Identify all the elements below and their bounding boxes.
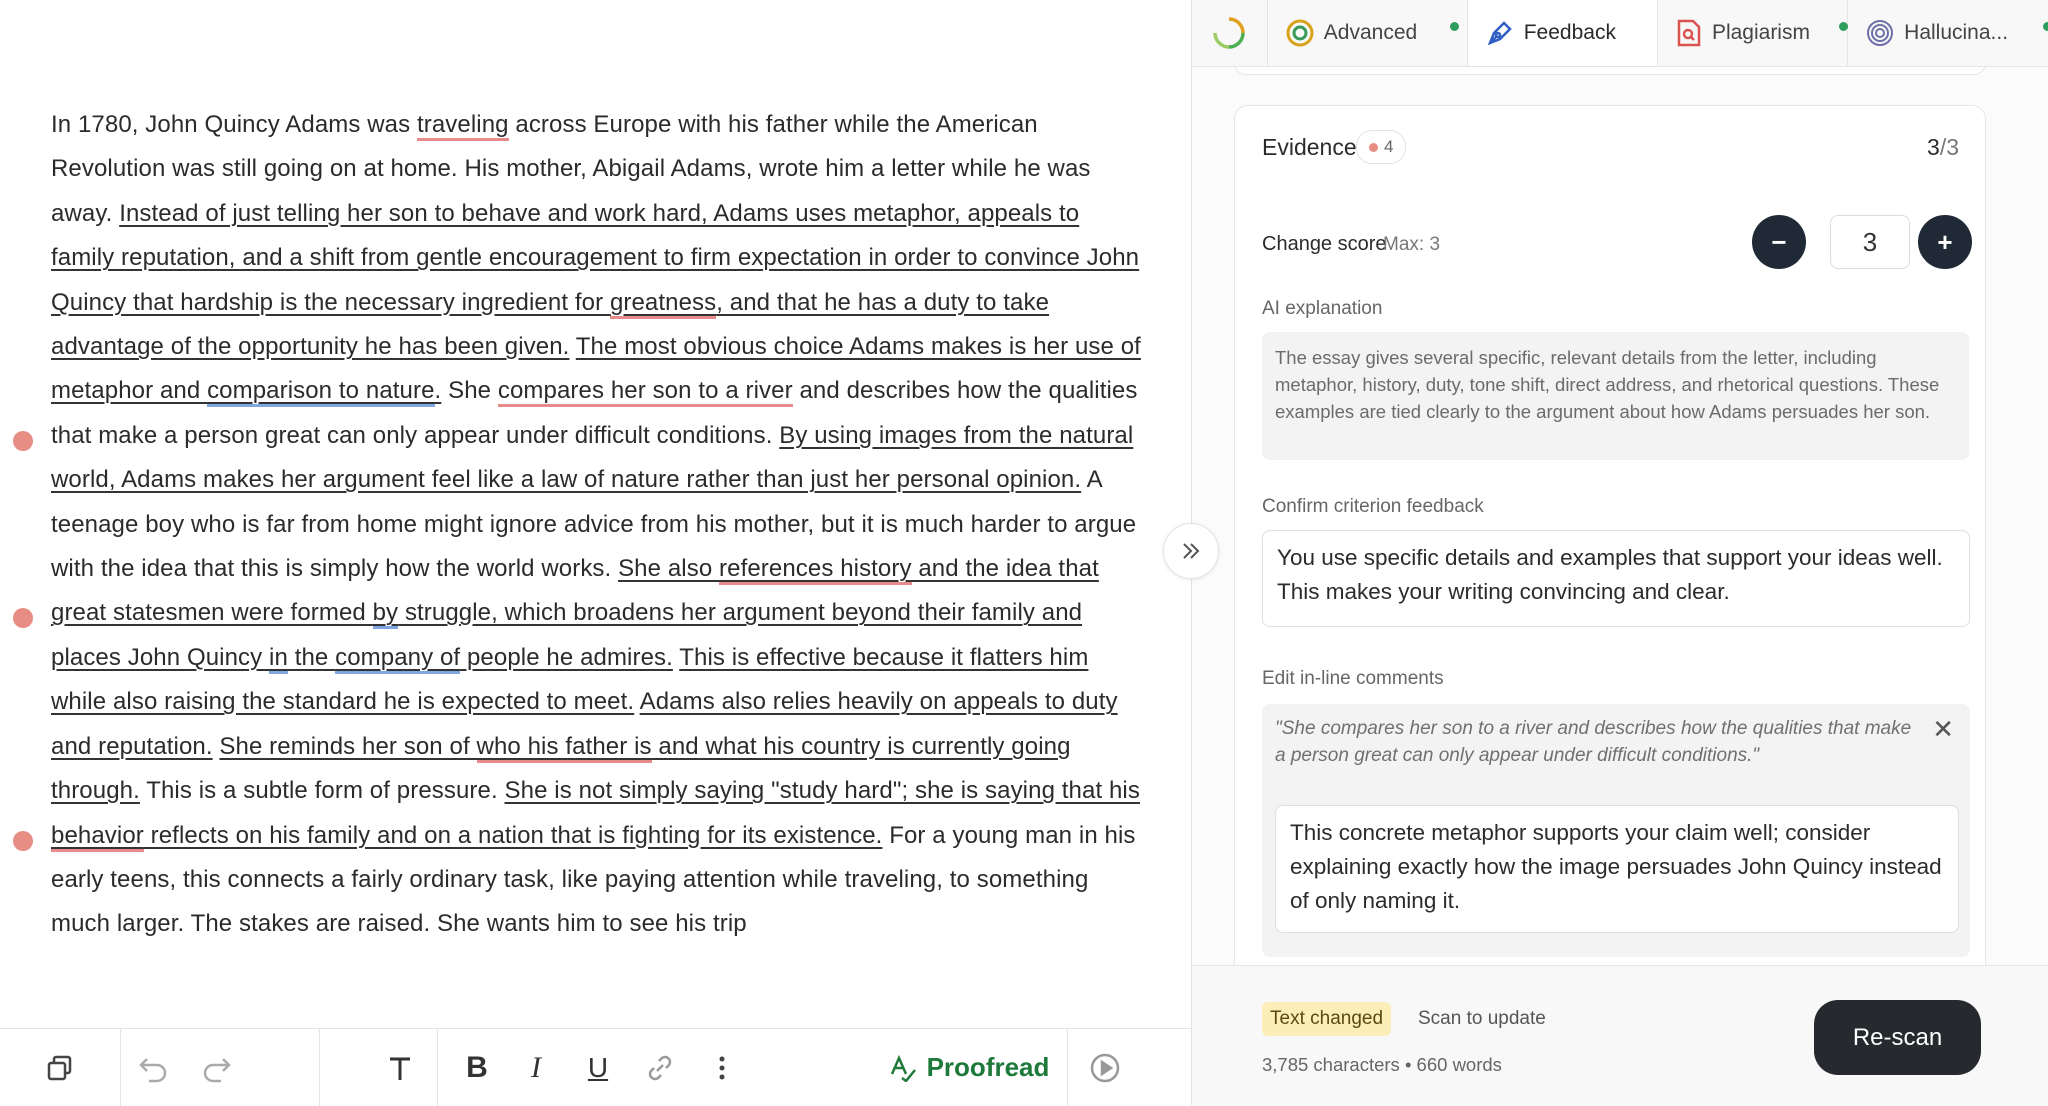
essay-sentence: In 1780, John Quincy Adams was xyxy=(51,111,417,138)
evidence-underline[interactable]: The most obvious choice Adams makes is her use of metaphor and comparison to nature. xyxy=(51,333,1141,407)
panel-footer xyxy=(1192,965,2048,1106)
increase-score-button[interactable]: + xyxy=(1918,215,1972,269)
advanced-icon xyxy=(1286,19,1314,47)
bold-icon[interactable]: B xyxy=(466,1050,488,1084)
feedback-panel xyxy=(1191,0,2048,1105)
essay-text[interactable] xyxy=(51,103,1141,1028)
comment-edit-field[interactable]: This concrete metaphor supports your claim well; consider explaining exactly how the image persuades John Quincy instead of only naming it. xyxy=(1275,805,1959,933)
tab-advanced[interactable] xyxy=(1268,0,1468,66)
collapse-panel-button[interactable] xyxy=(1163,523,1219,579)
comment-quote: "She compares her son to a river and describes how the qualities that make a person great can only appear under difficult conditions." xyxy=(1275,718,1912,766)
editor-toolbar xyxy=(0,1028,1191,1106)
tab-label: Feedback xyxy=(1523,21,1616,44)
word-count: 3,785 characters • 660 words xyxy=(1262,1054,1502,1075)
status-dot xyxy=(1450,22,1459,31)
play-icon[interactable] xyxy=(1083,1029,1127,1106)
comment-marker-dot[interactable] xyxy=(13,608,33,628)
tab-hallucination[interactable] xyxy=(1848,0,2048,66)
essay-paragraph: In 1780, John Quincy Adams was traveling across Europe with his father while the American Revolution was still going on at home. His mother, Abigail Adams, wrote him a letter while he was away. Instead of just telling her son to behave and work hard, Adams uses metaphor, appeals to family reputation, and a shift from gentle encouragement to firm expectation in order to convince John Quincy that hardship is the necessary ingredient for greatness, and that he has a duty to take advantage of the opportunity he has been given. The most obvious choice Adams makes is her use of metaphor and comparison to nature. She compares her son to a river and describes how the qualities that make a person great can only appear under difficult conditions. By using images from the natural world, Adams makes her argument feel like a law of nature rather than just her personal opinion. A teenage boy who is far from home might ignore advice from his mother, but it is much harder to argue with the idea that this is simply how the world works. She also references history and the idea that great statesmen were formed by struggle, which broadens her argument beyond their family and places John Quincy in the company of people he admires. This is effective because it flatters him while also raising the standard he is expected to meet. Adams also relies heavily on appeals to duty and reputation. She reminds her son of who his father is and what his country is currently going through. This is a subtle form of pressure. She is not simply saying "study hard"; she is saying that his behavior reflects on his family and on a nation that is fighting for its existence. For a young man in his early teens, this connects a fairly ordinary task, like paying attention while traveling, to something much larger. The stakes are raised. She wants him to see his trip xyxy=(51,111,1141,938)
feedback-pen-icon xyxy=(1486,19,1514,47)
evidence-card xyxy=(1234,105,1986,965)
proofread-icon xyxy=(889,1054,917,1082)
proofread-button[interactable] xyxy=(884,1029,1054,1106)
criterion-title: Evidence xyxy=(1262,134,1357,160)
evidence-underline[interactable]: She reminds her son of who his father is and what his country is currently going through. xyxy=(51,732,1071,805)
comment-marker-dot[interactable] xyxy=(13,831,33,851)
evidence-underline[interactable]: Instead of just telling her son to behave and work hard, Adams uses metaphor, appeals to family reputation, and a shift from gentle encouragement to firm expectation in order to convince John Quincy that hardship is the necessary ingredient for greatness, and that he has a duty to take advantage of the opportunity he has been given. xyxy=(51,199,1140,361)
spelling-highlight[interactable]: traveling xyxy=(417,111,509,141)
text-style-icon[interactable] xyxy=(378,1029,422,1106)
redo-icon[interactable] xyxy=(185,1029,249,1106)
edit-comments-label: Edit in-line comments xyxy=(1262,668,1444,689)
more-options-icon[interactable] xyxy=(700,1029,744,1106)
confirm-feedback-label: Confirm criterion feedback xyxy=(1262,496,1484,517)
rescan-button[interactable]: Re-scan xyxy=(1814,1000,1981,1075)
panel-scroll-area[interactable] xyxy=(1192,67,2048,965)
inline-comment-card xyxy=(1262,704,1970,957)
evidence-underline[interactable]: By using images from the natural world, Adams makes her argument feel like a law of nature rather than just her personal opinion. xyxy=(51,421,1134,494)
evidence-underline[interactable]: She is not simply saying "study hard"; she is saying that his behavior reflects on his family and on a nation that is fighting for its existence. xyxy=(51,777,1140,851)
tab-label: Plagiarism xyxy=(1711,21,1810,44)
tab-feedback[interactable] xyxy=(1468,0,1658,66)
comment-highlight[interactable]: who his father is xyxy=(477,733,652,763)
criterion-feedback-field[interactable]: You use specific details and examples that support your ideas well. This makes your writing convincing and clear. xyxy=(1262,530,1970,627)
comment-highlight[interactable]: compares her son to a river xyxy=(498,377,793,407)
comment-marker-dot[interactable] xyxy=(13,431,33,451)
ai-explanation-text: The essay gives several specific, relevant details from the letter, including metaphor, history, duty, tone shift, direct address, and rhetorical questions. These examples are tied clearly to the argument about how Adams persuades her son. xyxy=(1262,332,1969,460)
loading-spinner-icon xyxy=(1192,0,1268,66)
spelling-highlight[interactable]: greatness xyxy=(610,289,716,319)
status-dot xyxy=(2043,22,2048,31)
plagiarism-icon xyxy=(1676,18,1702,48)
grammar-highlight[interactable]: comparison to nature xyxy=(207,377,434,407)
grammar-highlight[interactable]: by xyxy=(373,599,399,629)
ai-explanation-label: AI explanation xyxy=(1262,298,1383,319)
comment-highlight[interactable]: references history xyxy=(719,555,912,585)
decrease-score-button[interactable]: − xyxy=(1752,215,1806,269)
panel-tabs xyxy=(1192,0,2048,67)
undo-icon[interactable] xyxy=(121,1029,185,1106)
scan-to-update-text: Scan to update xyxy=(1418,1008,1546,1029)
criterion-score: 3/3 xyxy=(1927,134,1959,160)
close-icon[interactable]: ✕ xyxy=(1932,714,1954,744)
copy-icon[interactable] xyxy=(0,1029,120,1106)
tab-label: Hallucina... xyxy=(1904,21,2009,44)
evidence-underline[interactable]: Adams also relies heavily on appeals to duty and reputation. xyxy=(51,688,1118,760)
essay-sentence: across Europe with his father while the American Revolution was still going on at home. His mother, Abigail Adams, wrote him a letter while he was away. xyxy=(51,111,1091,227)
tab-plagiarism[interactable] xyxy=(1658,0,1848,66)
evidence-underline[interactable]: This is effective because it flatters him while also raising the standard he is expected to meet. xyxy=(51,643,1089,716)
spelling-highlight[interactable]: behavior xyxy=(51,822,144,852)
previous-card xyxy=(1234,67,1986,75)
grammar-highlight[interactable]: company of xyxy=(335,644,460,674)
change-score-label: Change score xyxy=(1262,233,1387,255)
status-dot xyxy=(1839,22,1848,31)
evidence-underline[interactable]: She also references history and the idea that great statesmen were formed by struggle, which broadens her argument beyond their family and places John Quincy in the company of people he admires. xyxy=(51,555,1099,674)
max-score-label: Max: 3 xyxy=(1383,234,1441,255)
italic-icon[interactable]: I xyxy=(531,1050,541,1084)
double-chevron-right-icon xyxy=(1179,539,1203,563)
fingerprint-icon xyxy=(1866,19,1894,47)
underline-icon[interactable]: U xyxy=(587,1051,609,1083)
grammar-highlight[interactable]: in xyxy=(269,644,288,674)
text-changed-badge: Text changed xyxy=(1262,1002,1391,1036)
score-input[interactable]: 3 xyxy=(1830,215,1910,269)
tab-label: Advanced xyxy=(1323,21,1418,44)
comment-count-badge: 4 xyxy=(1356,130,1406,164)
link-icon[interactable] xyxy=(638,1029,682,1106)
proofread-label: Proofread xyxy=(926,1052,1050,1082)
